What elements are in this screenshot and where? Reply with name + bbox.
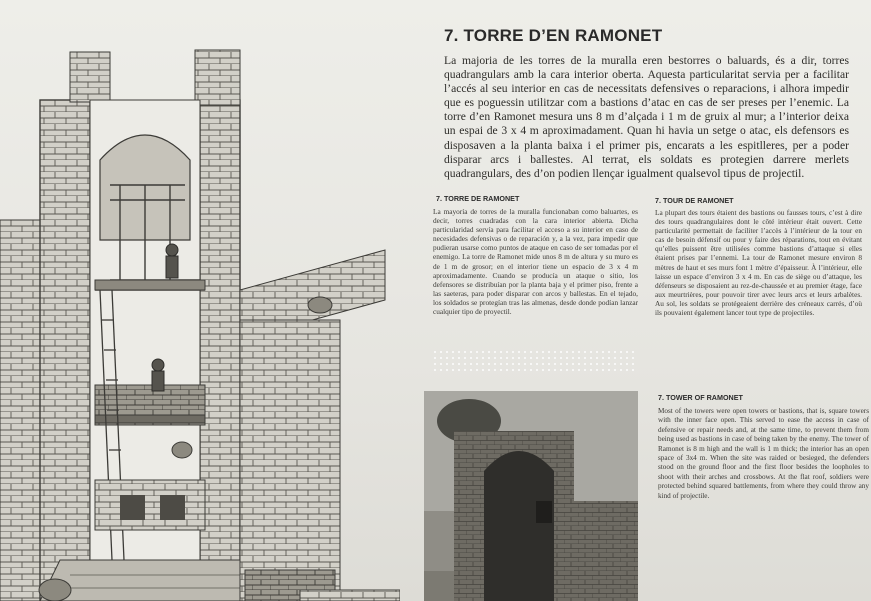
page-title: 7. TORRE D’EN RAMONET bbox=[444, 26, 663, 45]
spanish-title: 7. TORRE DE RAMONET bbox=[436, 194, 520, 203]
tower-photo bbox=[424, 391, 638, 601]
french-description: La plupart des tours étaient des bastions ou fausses tours, c’est à dire des tours quadrangulaires dont le côté intérieur était ouvert. Cette particularité permettait de faciliter l’accès à l’intérieur de la tour en cas de besoin défensif ou pour y faire des réparations, tout en évitant qu’elles puissent être utilisées comme bastions d’attaque si elles étaient prises par l’ennemi. La tour de Ramonet mesure environ 8 mètres de haut et ses murs font 1 mètre d’épaisseur. À l’intérieur, elle laisse un espace d’environ 3 x 4 m. En cas de siège ou d’attaque, les défenseurs se disposaient au rez-de-chaussée et au premier étage, face aux meurtrières, pour pouvoir tirer avec leurs arcs et leurs arbalètes. Au sol, les soldats se protégeaient derrière des créneaux carrés, d’où ils pouvaient également lancer tout type de projectiles. bbox=[655, 208, 862, 318]
spanish-description: La mayoría de torres de la muralla funcionaban como baluartes, es decir, torres cuadradas con la cara interior abierta. Dicha particularidad servía para facilitar el acceso a su interior en caso de necesidades defensivas o de reparación y, a la vez, para impedir que pudieran usarse como puntos de ataque en caso de ser tomadas por el enemigo. La torre de Ramonet mide unos 8 m de altura y su muro es de 1 m de grosor; en el interior tiene un espacio de 3 x 4 m aproximadamente. Cuando se producía un ataque o sitio, los defensores se distribuían por la planta baja y el primer piso, frente a las saeteras, para poder disparar con arcos y ballestas. En el tejado, los soldados se protegían tras las almenas, desde donde podían lanzar cualquier tipo de proyectil. bbox=[433, 207, 638, 317]
braille-dots bbox=[432, 349, 637, 375]
english-description: Most of the towers were open towers or bastions, that is, square towers with the inner face open. This served to ease the access in case of defensive or repair needs and, at the same time, to prevent them from being used as bastions in case of being taken by the enemy. The tower of Ramonet is 8 m high and the wall is 1 m thick; the interior has an open space of 3x4 m. When the site was raided or besieged, the defenders stood on the ground floor and the first floor besides the loopholes to shoot with their arches and crossbows. At the flat roof, soldiers were protected behind squared battlements, from where they could throw any kind of projectile. bbox=[658, 407, 869, 500]
english-title: 7. TOWER OF RAMONET bbox=[658, 393, 743, 402]
french-title: 7. TOUR DE RAMONET bbox=[655, 196, 734, 205]
main-description: La majoria de les torres de la muralla eren bestorres o baluards, és a dir, torres quadrangulars amb la cara interior oberta. Aquesta particularitat servia per a facilitar l’accés al seu interior en cas de necessitats defensives o reparacions, i alhora impedir que es poguessin utilitzar com a bastions d’atac en cas de ser preses per l’enemic. La torre d’en Ramonet mesura uns 8 m d’alçada i 1 m de gruix al mur; a l’interior deixa un espai de 3 x 4 m aproximadament. Quan hi havia un setge o atac, els defensors es disposaven a la planta baixa i el primer pis, encarats a les espitlleres, per a poder disparar arcs i ballestes. Al terrat, els soldats es protegien darrere merlets quadrangulars, des d’on podien llençar igualment qualsevol tipus de projectil. bbox=[444, 54, 849, 180]
tower-cutaway-illustration bbox=[0, 40, 400, 601]
